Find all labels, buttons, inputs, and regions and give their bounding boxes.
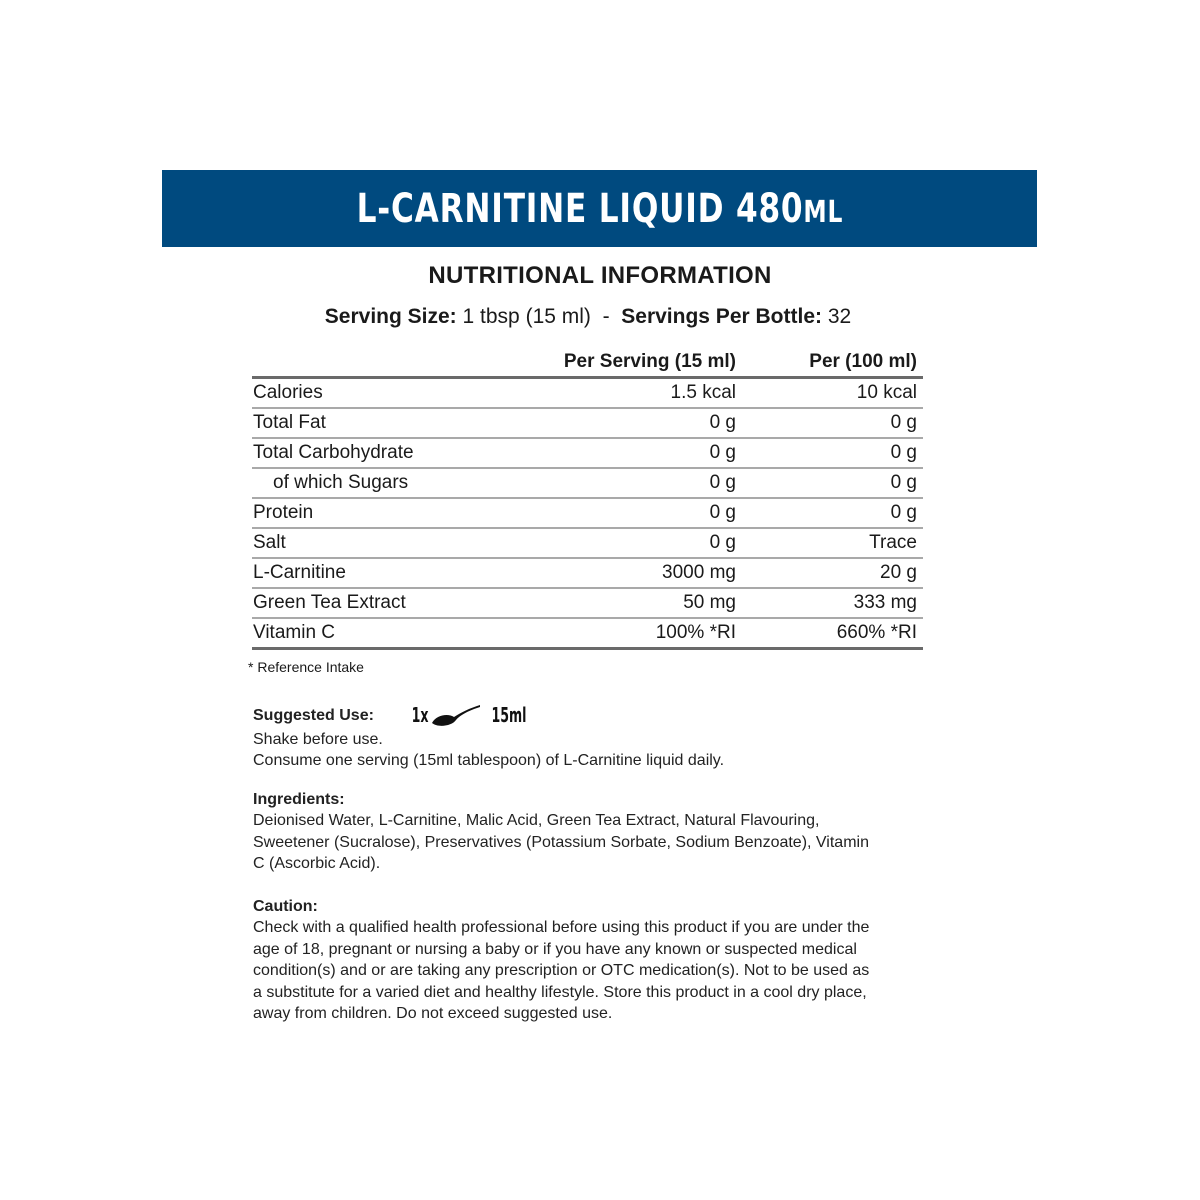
serving-info [0,305,1176,329]
per-100ml-value: 660% *RI [742,618,923,649]
scoop-indicator [408,703,534,729]
nutrient-name: Total Carbohydrate [252,438,542,468]
scoop-volume: 15ml [491,703,527,728]
table-row [252,408,923,438]
per-100ml-value: 10 kcal [742,378,923,409]
table-header-row [252,348,923,378]
caution-label: Caution: [253,898,318,915]
per-100ml-value: 0 g [742,468,923,498]
table-row [252,618,923,649]
per-100ml-value: 0 g [742,438,923,468]
ingredients-section [253,789,925,875]
per-100ml-value: Trace [742,528,923,558]
caution-line: condition(s) and or are taking any prescription or OTC medication(s). Not to be used as [253,962,870,980]
table-row [252,378,923,409]
per-serving-value: 0 g [542,498,742,528]
per-serving-value: 0 g [542,408,742,438]
ingredients-line: Deionised Water, L-Carnitine, Malic Acid, Green Tea Extract, Natural Flavouring, [253,812,820,830]
servings-per-bottle-value: 32 [827,305,852,328]
caution-line: away from children. Do not exceed suggested use. [253,1005,613,1023]
nutrient-name: Salt [252,528,542,558]
title-banner [162,170,1037,247]
servings-per-bottle-label: Servings Per Bottle: [621,305,822,328]
caution-line: Check with a qualified health professional before using this product if you are under the [253,919,870,937]
spoon-icon [430,703,482,729]
nutrient-name: L-Carnitine [252,558,542,588]
per-serving-value: 0 g [542,468,742,498]
suggested-use-line: Shake before use. [253,731,383,748]
table-row [252,438,923,468]
product-title-unit: ML [803,194,843,230]
per-100ml-value: 0 g [742,498,923,528]
table-row [252,528,923,558]
ingredients-label: Ingredients: [253,791,345,808]
suggested-use-section [253,703,925,772]
table-row [252,498,923,528]
nutrition-heading: NUTRITIONAL INFORMATION [428,262,772,289]
suggested-use-label: Suggested Use: [253,707,374,725]
per-serving-value: 100% *RI [542,618,742,649]
product-title [356,186,843,232]
per-100ml-value: 333 mg [742,588,923,618]
ingredients-line: C (Ascorbic Acid). [253,855,381,873]
per-serving-value: 0 g [542,438,742,468]
per-serving-value: 50 mg [542,588,742,618]
nutrition-table [252,348,923,650]
suggested-use-header [253,703,925,729]
nutrient-name: Vitamin C [252,618,542,649]
reference-intake-footnote: * Reference Intake [248,659,364,675]
per-serving-value: 3000 mg [542,558,742,588]
header-nutrient [252,348,542,378]
caution-section [253,896,925,1024]
nutrient-name: Total Fat [252,408,542,438]
table-row [252,588,923,618]
nutrient-name: of which Sugars [252,468,542,498]
per-100ml-value: 20 g [742,558,923,588]
nutrient-name: Green Tea Extract [252,588,542,618]
ingredients-line: Sweetener (Sucralose), Preservatives (Potassium Sorbate, Sodium Benzoate), Vitamin [253,833,869,851]
per-serving-value: 0 g [542,528,742,558]
per-serving-value: 1.5 kcal [542,378,742,409]
product-title-text: L-CARNITINE LIQUID 480 [356,185,804,232]
header-per-100ml: Per (100 ml) [742,348,923,378]
table-row [252,468,923,498]
caution-line: a substitute for a varied diet and healthy lifestyle. Store this product in a cool dry place, [253,983,867,1001]
serving-separator: - [602,305,610,328]
per-100ml-value: 0 g [742,408,923,438]
table-row [252,558,923,588]
header-per-serving: Per Serving (15 ml) [542,348,742,378]
caution-line: age of 18, pregnant or nursing a baby or if you have any known or suspected medical [253,940,857,958]
suggested-use-line: Consume one serving (15ml tablespoon) of L-Carnitine liquid daily. [253,752,725,770]
scoop-count: 1x [411,703,429,728]
nutrient-name: Calories [252,378,542,409]
serving-size-label: Serving Size: [324,305,457,328]
nutrient-name: Protein [252,498,542,528]
serving-size-value: 1 tbsp (15 ml) [462,305,591,328]
